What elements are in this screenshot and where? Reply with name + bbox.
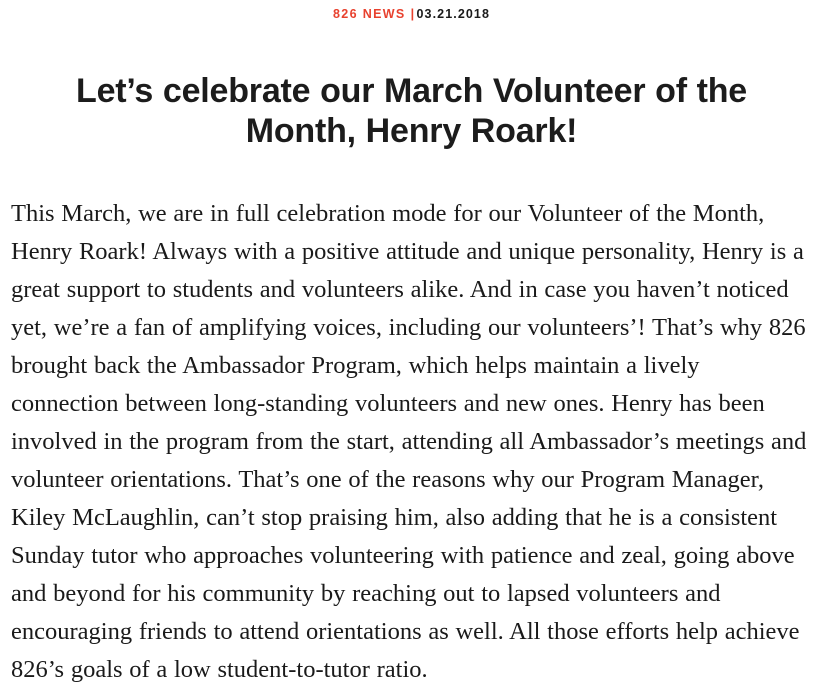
publish-date: 03.21.2018: [416, 7, 491, 21]
article-meta: [0, 0, 823, 22]
article-paragraph: This March, we are in full celebration mode for our Volunteer of the Month, Henry Roark! Always with a positive attitude and unique personality, Henry is a great support to students and volunteers alike. And in case you haven’t noticed yet, we’re a fan of amplifying voices, including our volunteers’! That’s why 826 brought back the Ambassador Program, which helps maintain a lively connection between long-standing volunteers and new ones. Henry has been involved in the program from the start, attending all Ambassador’s meetings and volunteer orientations. That’s one of the reasons why our Program Manager, Kiley McLaughlin, can’t stop praising him, also adding that he is a consistent Sunday tutor who approaches volunteering with patience and zeal, going above and beyond for his community by reaching out to lapsed volunteers and encouraging friends to attend orientations as well. All those efforts help achieve 826’s goals of a low student-to-tutor ratio.: [11, 200, 807, 683]
category-label[interactable]: 826 NEWS: [332, 7, 406, 21]
article-body: [0, 195, 823, 689]
meta-separator: |: [410, 7, 416, 21]
page-title: Let’s celebrate our March Volunteer of the Month, Henry Roark!: [76, 72, 747, 150]
